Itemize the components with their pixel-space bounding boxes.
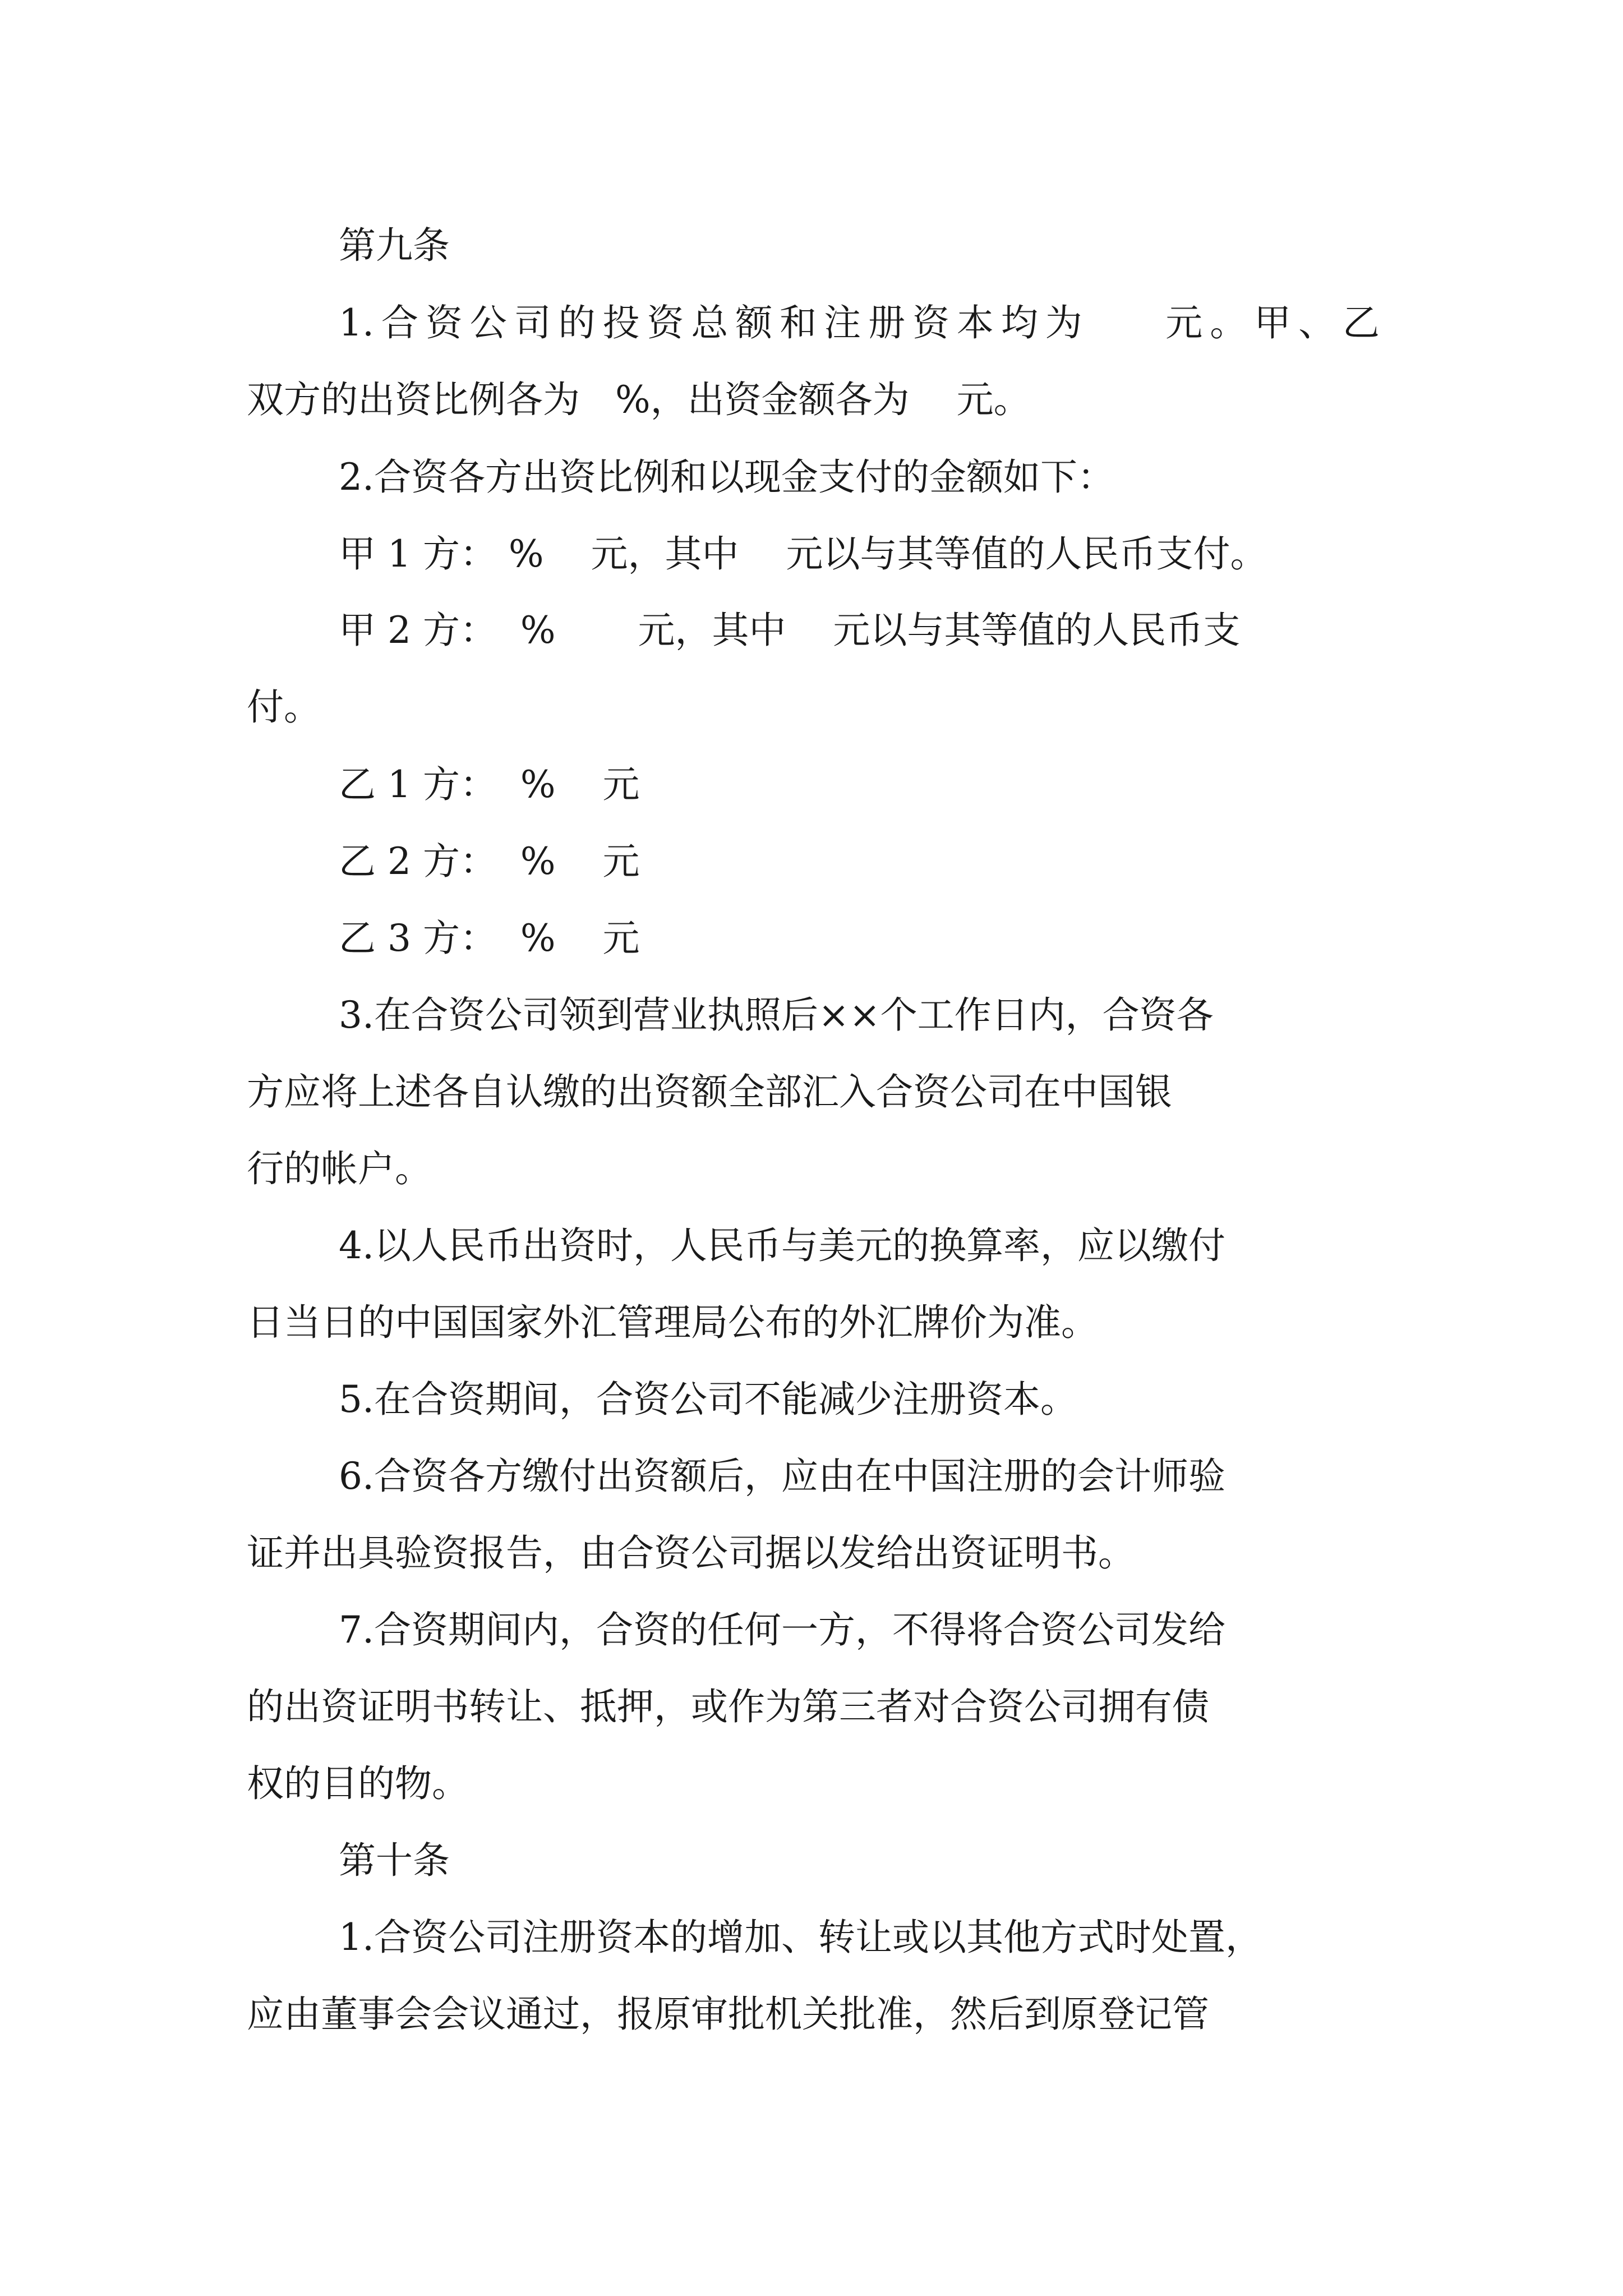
- article-9-clause-7-line-2: 的出资证明书转让、抵押，或作为第三者对合资公司拥有债: [247, 1685, 1209, 1728]
- article-9-clause-6-line-1: 6.合资各方缴付出资额后，应由在中国注册的会计师验: [339, 1455, 1225, 1498]
- party-yi-3-line: 乙 3 方： % 元: [339, 917, 640, 960]
- article-9-clause-3-line-3: 行的帐户。: [247, 1147, 432, 1190]
- article-9-clause-4-line-2: 日当日的中国国家外汇管理局公布的外汇牌价为准。: [247, 1301, 1098, 1344]
- article-10-heading: 第十条: [339, 1839, 450, 1882]
- article-9-clause-1-line-2: 双方的出资比例各为 %，出资金额各为 元。: [247, 378, 1031, 421]
- article-9-clause-3-line-1: 3.在合资公司领到营业执照后××个工作日内，合资各: [339, 993, 1214, 1037]
- party-yi-2-line: 乙 2 方： % 元: [339, 840, 640, 883]
- article-10-clause-1-line-1: 1.合资公司注册资本的增加、转让或以其他方式时处置，: [339, 1916, 1262, 1959]
- article-9-heading: 第九条: [339, 224, 450, 267]
- article-9-clause-6-line-2: 证并出具验资报告，由合资公司据以发给出资证明书。: [247, 1531, 1135, 1575]
- party-jia-1-line: 甲 1 方： % 元，其中 元以与其等值的人民币支付。: [339, 532, 1267, 576]
- article-10-clause-1-line-2: 应由董事会会议通过，报原审批机关批准，然后到原登记管: [247, 1993, 1209, 2036]
- party-jia-2-line-1: 甲 2 方： % 元，其中 元以与其等值的人民币支: [339, 609, 1241, 652]
- article-9-clause-2: 2.合资各方出资比例和以现金支付的金额如下：: [339, 455, 1114, 499]
- article-9-clause-4-line-1: 4.以人民币出资时，人民币与美元的换算率，应以缴付: [339, 1224, 1225, 1267]
- article-9-clause-1-line-1: 1.合资公司的投资总额和注册资本均为 元。甲、乙: [339, 301, 1380, 344]
- article-9-clause-7-line-3: 权的目的物。: [247, 1762, 469, 1805]
- article-9-clause-5: 5.在合资期间，合资公司不能减少注册资本。: [339, 1378, 1077, 1421]
- party-jia-2-line-2: 付。: [247, 685, 321, 729]
- article-9-clause-3-line-2: 方应将上述各自认缴的出资额全部汇入合资公司在中国银: [247, 1070, 1172, 1114]
- article-9-clause-7-line-1: 7.合资期间内，合资的任何一方，不得将合资公司发给: [339, 1608, 1225, 1651]
- party-yi-1-line: 乙 1 方： % 元: [339, 763, 640, 806]
